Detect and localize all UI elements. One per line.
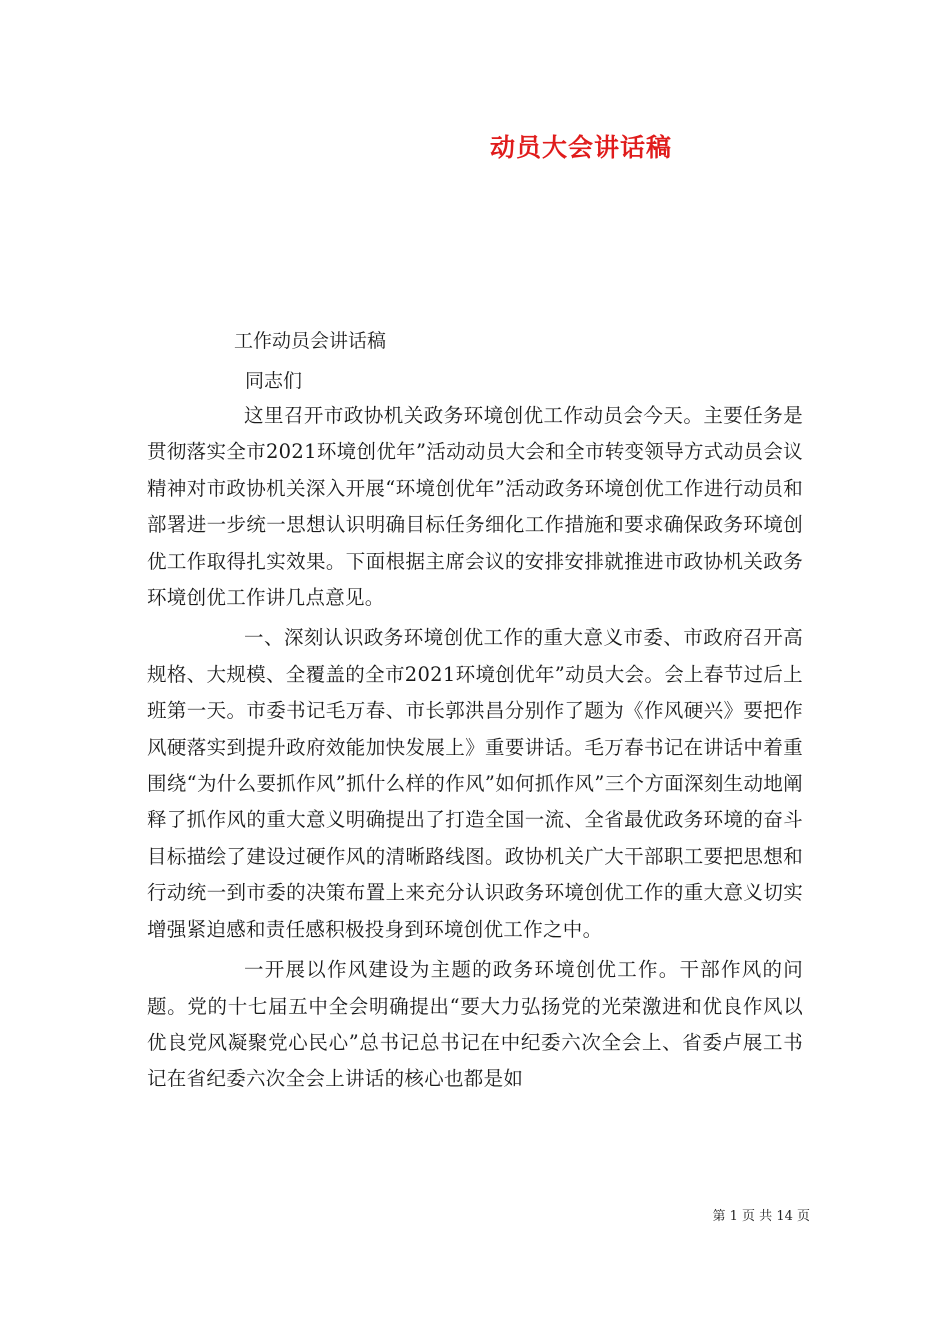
salutation: 同志们 <box>245 370 303 392</box>
page-number-footer: 第 1 页 共 14 页 <box>712 1209 810 1224</box>
paragraph-1: 这里召开市政协机关政务环境创优工作动员会今天。主要任务是贯彻落实全市2021环境创优年”活动动员大会和全市转变领导方式动员会议精神对市政协机关深入开展“环境创优年”活动政务环境创优工作进行动员和部署进一步统一思想认识明确目标任务细化工作措施和要求确保政务环境创优工作取得扎实效果。下面根据主席会议的安排安排就推进市政协机关政务环境创优工作讲几点意见。 <box>147 404 803 610</box>
paragraph-3: 一开展以作风建设为主题的政务环境创优工作。干部作风的问题。党的十七届五中全会明确提出“要大力弘扬党的光荣激进和优良作风以优良党风凝聚党心民心”总书记总书记在中纪委六次全会上、省委卢展工书记在省纪委六次全会上讲话的核心也都是如 <box>147 958 803 1091</box>
document-body <box>147 398 803 1098</box>
paragraph-2: 一、深刻认识政务环境创优工作的重大意义市委、市政府召开高规格、大规模、全覆盖的全市2021环境创优年”动员大会。会上春节过后上班第一天。市委书记毛万春、市长郭洪昌分别作了题为《作风硬兴》要把作风硬落实到提升政府效能加快发展上》重要讲话。毛万春书记在讲话中着重围绕“为什么要抓作风”抓什么样的作风”如何抓作风”三个方面深刻生动地阐释了抓作风的重大意义明确提出了打造全国一流、全省最优政务环境的奋斗目标描绘了建设过硬作风的清晰路线图。政协机关广大干部职工要把思想和行动统一到市委的决策布置上来充分认识政务环境创优工作的重大意义切实增强紧迫感和责任感积极投身到环境创优工作之中。 <box>147 626 803 941</box>
document-title: 动员大会讲话稿 <box>490 133 673 162</box>
document-subtitle: 工作动员会讲话稿 <box>234 330 387 352</box>
